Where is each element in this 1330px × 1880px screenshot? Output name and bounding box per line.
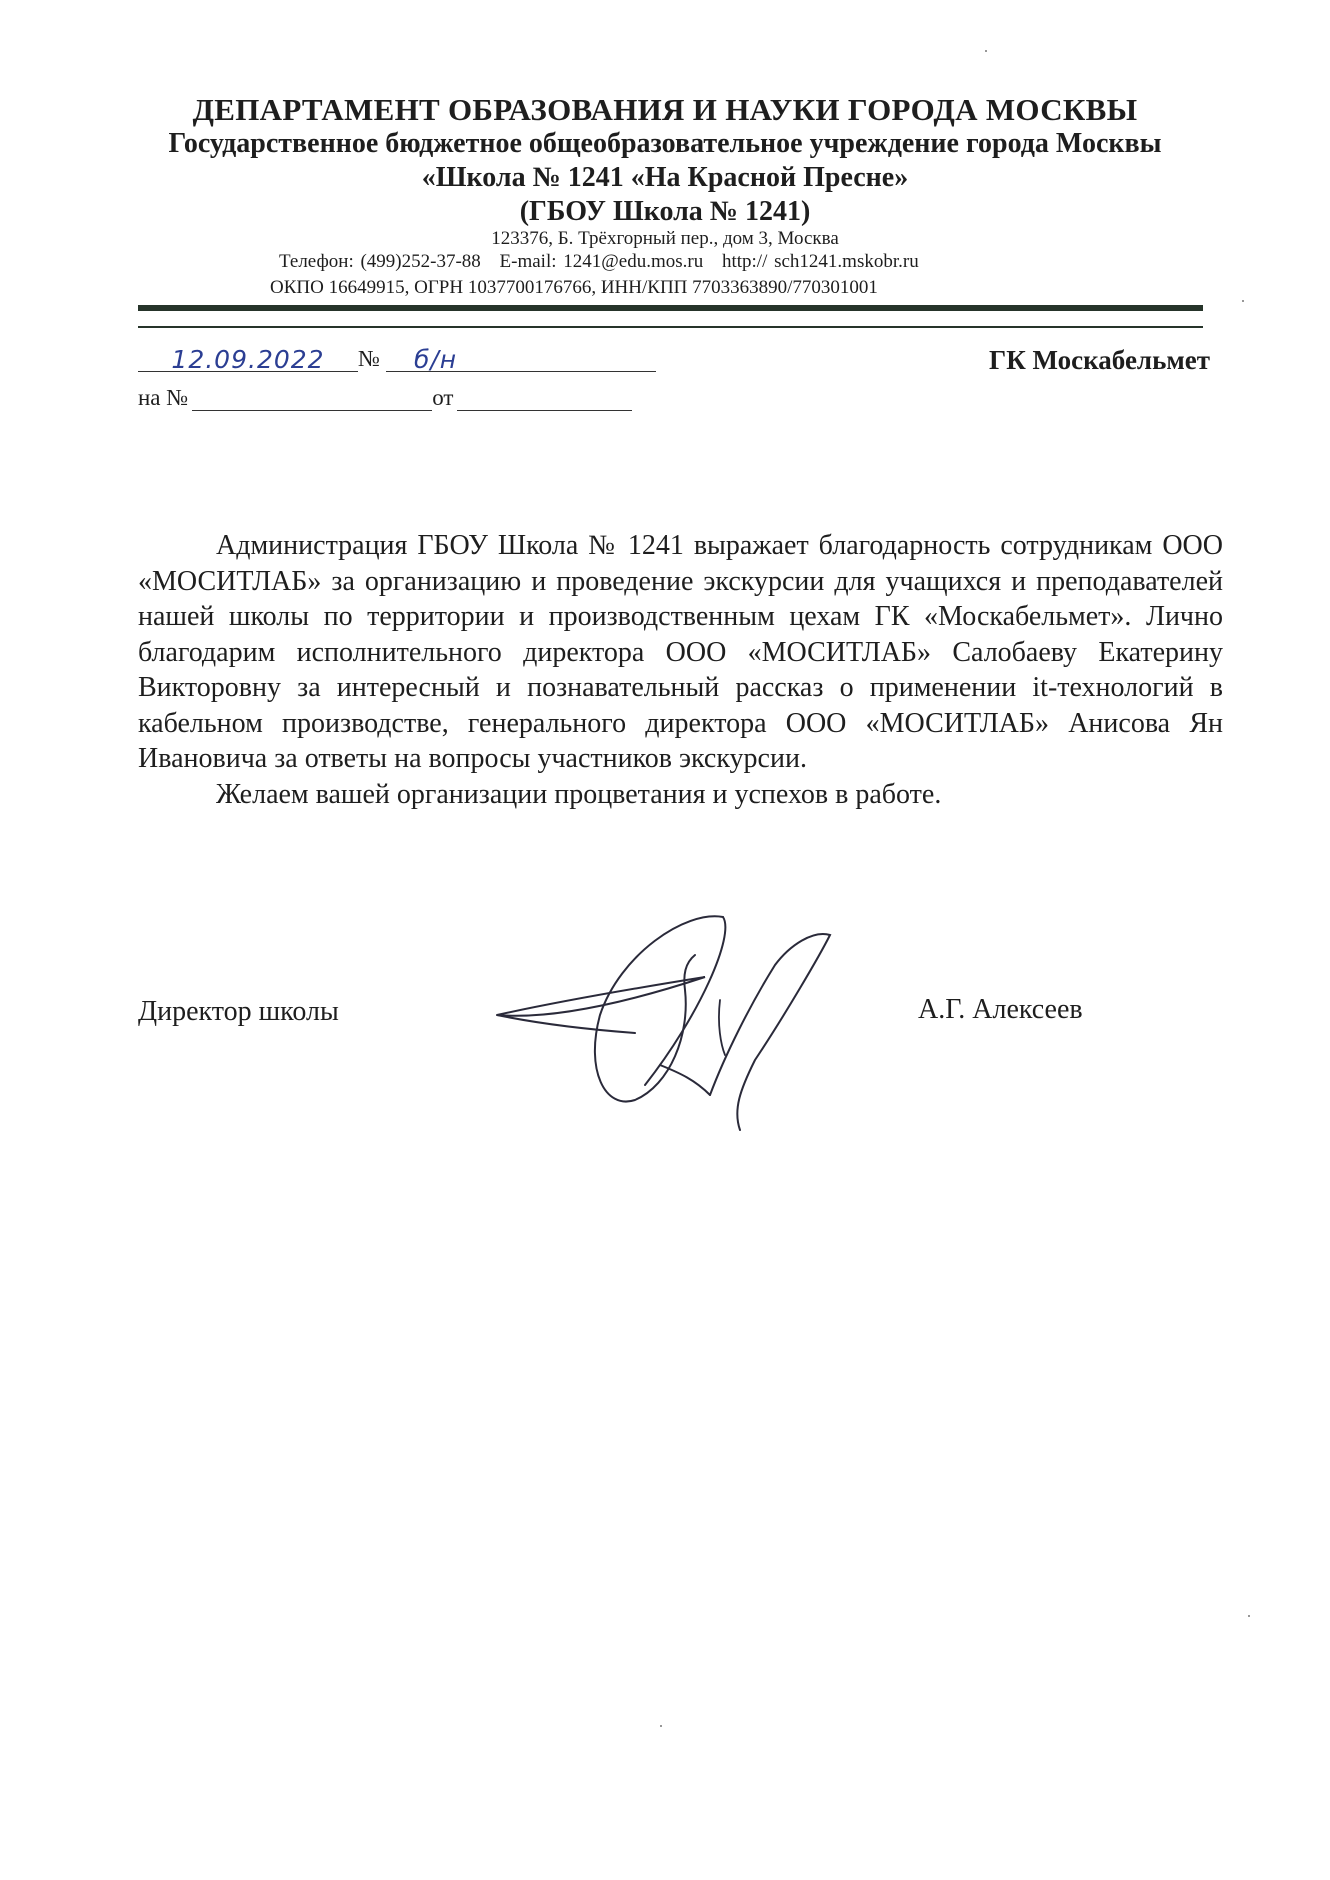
email: E-mail: 1241@edu.mos.ru <box>499 251 704 272</box>
school-address: 123376, Б. Трёхгорный пер., дом 3, Москва <box>491 228 839 249</box>
school-short-name: (ГБОУ Школа № 1241) <box>519 196 811 227</box>
handwritten-number: б/н <box>413 345 458 374</box>
website: http:// sch1241.mskobr.ru <box>721 251 919 272</box>
number-label: № <box>358 346 380 371</box>
date-field <box>138 345 358 372</box>
registration-codes: ОКПО 16649915, ОГРН 1037700176766, ИНН/КПП 7703363890/770301001 <box>270 277 878 298</box>
from-label: от <box>432 385 454 410</box>
in-reply-number-field <box>192 384 432 411</box>
scan-speck <box>660 1725 662 1727</box>
in-reply-date-field <box>457 384 632 411</box>
contact-line <box>279 251 931 273</box>
institution-name: Государственное бюджетное общеобразовательное учреждение города Москвы <box>168 128 1162 159</box>
signature-scribble <box>485 905 845 1135</box>
letter-body <box>138 528 1223 812</box>
scan-speck <box>1248 1615 1250 1617</box>
department-title: ДЕПАРТАМЕНТ ОБРАЗОВАНИЯ И НАУКИ ГОРОДА МОСКВЫ <box>192 92 1138 127</box>
school-full-name: «Школа № 1241 «На Красной Пресне» <box>421 162 909 193</box>
header-divider-thin <box>138 326 1203 328</box>
number-field <box>386 345 656 372</box>
recipient: ГК Москабельмет <box>989 345 1210 375</box>
incoming-reference <box>138 384 632 411</box>
header-divider-thick <box>138 305 1203 311</box>
in-reply-label: на № <box>138 385 189 410</box>
phone: Телефон: (499)252-37-88 <box>279 251 481 272</box>
body-paragraph-2: Желаем вашей организации процветания и успехов в работе. <box>216 778 942 810</box>
scan-speck <box>985 50 987 52</box>
body-paragraph-1: Администрация ГБОУ Школа № 1241 выражает благодарность сотрудникам ООО «МОСИТЛАБ» за организацию и проведение экскурсии для учащихся и преподавателей нашей школы по территории и производственным цехам ГК «Москабельмет». Лично благодарим исполнительного директора ООО «МОСИТЛАБ» Салобаеву Екатерину Викторовну за интересный и познавательный рассказ о применении it-технологий в кабельном производстве, генерального директора ООО «МОСИТЛАБ» Анисова Ян Ивановича за ответы на вопросы участников экскурсии. <box>138 530 1223 774</box>
scan-speck <box>1242 300 1244 302</box>
signer-title: Директор школы <box>138 996 339 1027</box>
outgoing-reference <box>138 345 656 372</box>
handwritten-date: 12.09.2022 <box>171 345 325 374</box>
signer-name: А.Г. Алексеев <box>918 994 1083 1025</box>
